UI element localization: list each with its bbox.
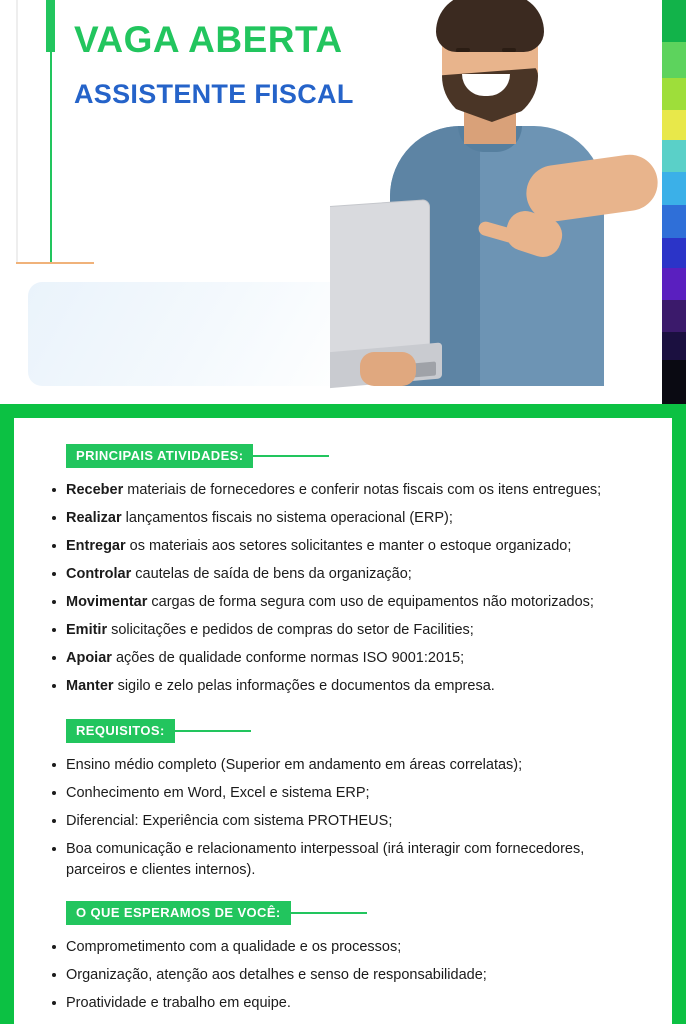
list-item-strong: Manter — [66, 678, 114, 695]
content-card — [14, 418, 672, 1024]
list-item — [44, 508, 642, 529]
page-title: VAGA ABERTA — [74, 19, 343, 60]
page-subtitle: ASSISTENTE FISCAL — [74, 79, 354, 109]
list-item — [44, 965, 642, 986]
list-item-text: Diferencial: Experiência com sistema PROTHEUS; — [66, 813, 393, 830]
list-item-text: Comprometimento com a qualidade e os processos; — [66, 939, 402, 956]
list-item-strong: Emitir — [66, 622, 108, 639]
photo-eye-left — [456, 48, 470, 52]
decorative-green-line — [50, 52, 52, 264]
list-item — [44, 783, 642, 804]
hero-photo — [330, 0, 666, 404]
list-item-strong: Entregar — [66, 538, 126, 555]
list-item-text: Proatividade e trabalho em equipe. — [66, 995, 291, 1012]
section-header-esperamos — [66, 901, 642, 925]
list-esperamos — [44, 937, 642, 1014]
section-header-requisitos — [66, 719, 642, 743]
decorative-color-stripe — [662, 0, 686, 404]
list-atividades — [44, 480, 642, 697]
list-item-text: lançamentos fiscais no sistema operacional (ERP); — [121, 510, 453, 527]
list-item-text: materiais de fornecedores e conferir notas fiscais com os itens entregues; — [123, 482, 602, 498]
list-item — [44, 592, 642, 613]
section-title-esperamos: O QUE ESPERAMOS DE VOCÊ: — [66, 901, 291, 925]
list-item — [44, 676, 642, 697]
decorative-blue-panel — [28, 282, 358, 386]
photo-hair — [436, 0, 544, 52]
list-item-text: cautelas de saída de bens da organização; — [131, 566, 412, 583]
list-item-text: sigilo e zelo pelas informações e documentos da empresa. — [113, 678, 495, 695]
list-item-text: ações de qualidade conforme normas ISO 9001:2015; — [111, 650, 465, 667]
list-item-text: cargas de forma segura com uso de equipamentos não motorizados; — [147, 594, 594, 611]
list-item-text: Boa comunicação e relacionamento interpessoal (irá interagir com fornecedores, parceiros e clientes internos). — [66, 841, 585, 879]
list-item — [44, 839, 642, 881]
list-item — [44, 536, 642, 557]
list-item — [44, 564, 642, 585]
list-item-strong: Realizar — [66, 510, 122, 527]
decorative-left-border — [16, 0, 18, 262]
list-item-text: Conhecimento em Word, Excel e sistema ERP; — [66, 785, 370, 802]
section-title-requisitos: REQUISITOS: — [66, 719, 175, 743]
section-header-atividades — [66, 444, 642, 468]
decorative-orange-line — [16, 262, 94, 264]
section-rule — [291, 912, 367, 914]
photo-left-hand — [360, 352, 416, 386]
list-item — [44, 480, 642, 501]
content-frame — [0, 404, 686, 1024]
list-item — [44, 755, 642, 776]
list-item-strong: Receber — [66, 482, 124, 498]
list-item-text: Organização, atenção aos detalhes e senso de responsabilidade; — [66, 967, 487, 984]
section-title-atividades: PRINCIPAIS ATIVIDADES: — [66, 444, 253, 468]
list-item-text: os materiais aos setores solicitantes e manter o estoque organizado; — [125, 538, 572, 555]
list-item — [44, 620, 642, 641]
list-item — [44, 993, 642, 1014]
list-requisitos — [44, 755, 642, 881]
list-item-strong: Apoiar — [66, 650, 112, 667]
list-item — [44, 648, 642, 669]
list-item-text: solicitações e pedidos de compras do setor de Facilities; — [107, 622, 474, 639]
list-item — [44, 811, 642, 832]
section-rule — [175, 730, 251, 732]
list-item — [44, 937, 642, 958]
list-item-strong: Movimentar — [66, 594, 148, 611]
section-rule — [253, 455, 329, 457]
list-item-strong: Controlar — [66, 566, 132, 583]
hero-banner — [0, 0, 686, 404]
photo-eye-right — [502, 48, 516, 52]
decorative-green-bar — [46, 0, 55, 52]
list-item-text: Ensino médio completo (Superior em andamento em áreas correlatas); — [66, 757, 523, 774]
